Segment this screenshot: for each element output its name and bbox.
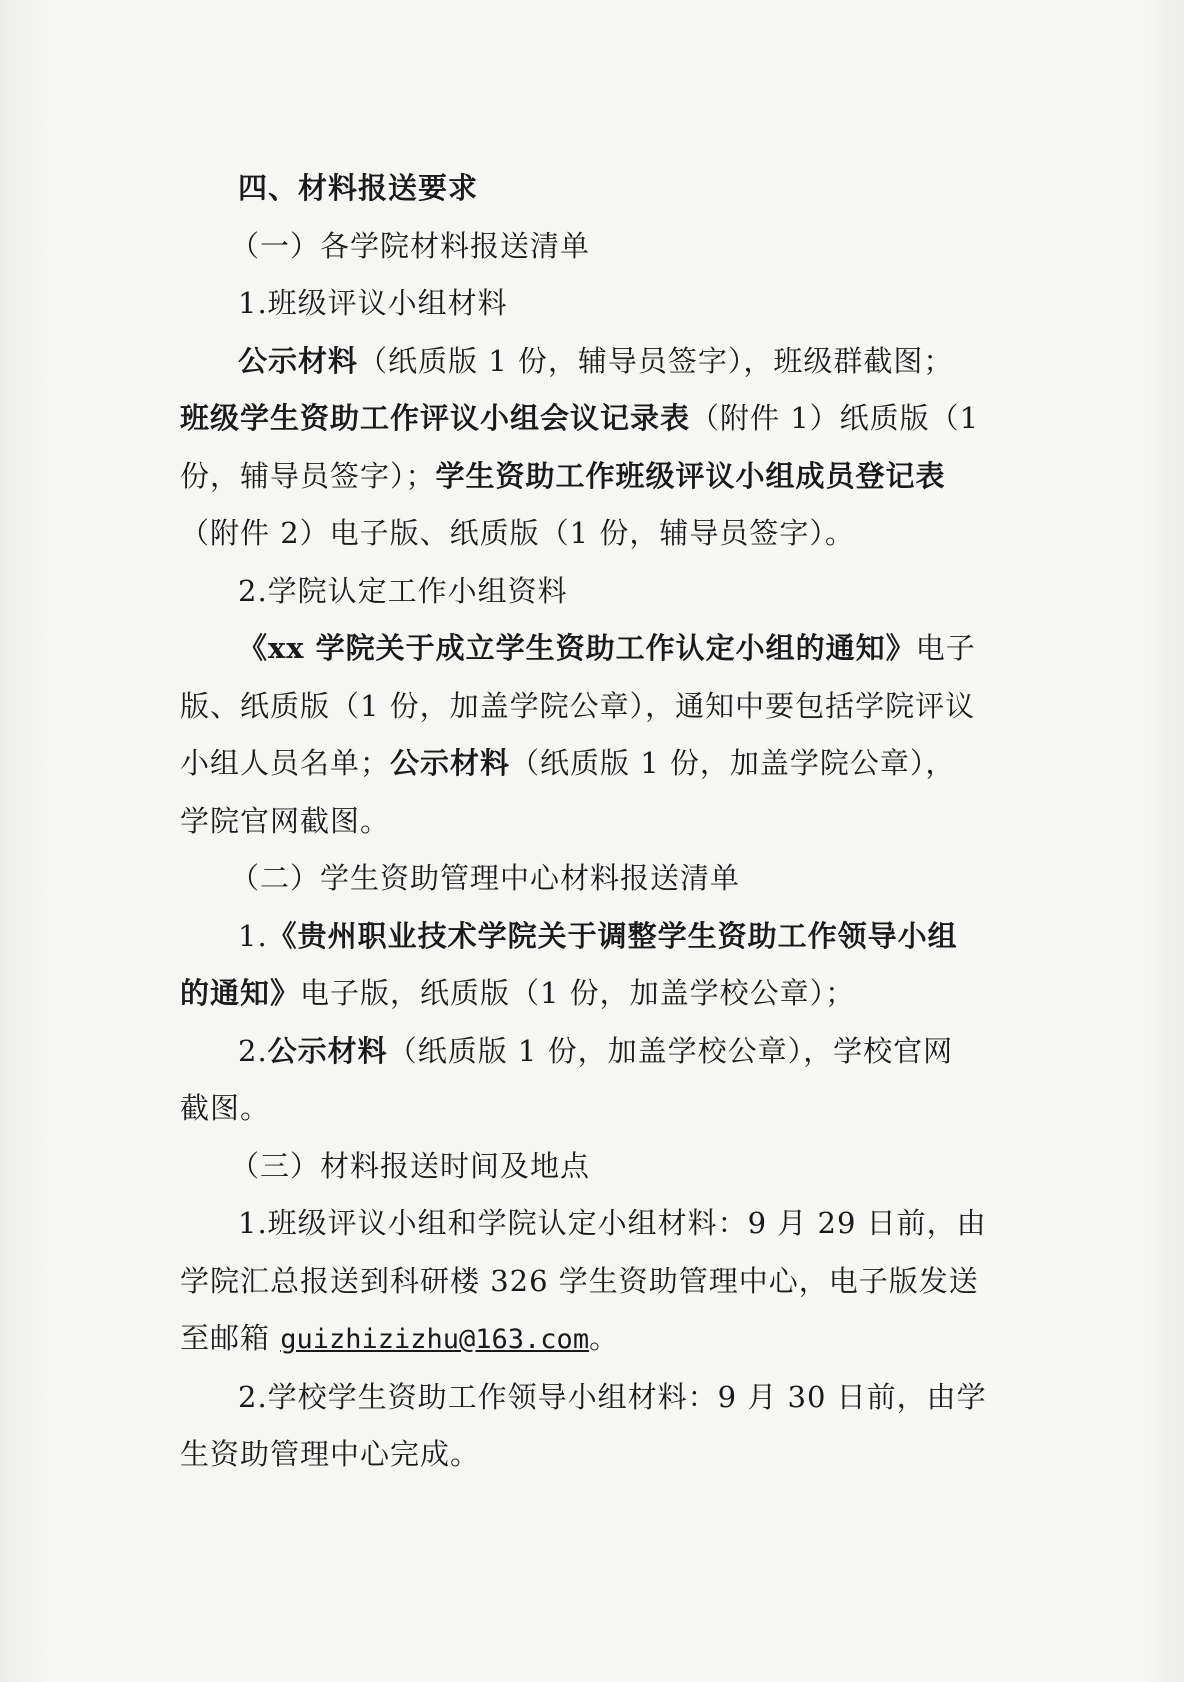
bold-term: 《xx 学院关于成立学生资助工作认定小组的通知》 — [238, 631, 916, 665]
paragraph-2-line-2: 版、纸质版（1 份，加盖学院公章），通知中要包括学院评议 — [180, 688, 976, 723]
paragraph-2-line-4: 学院官网截图。 — [180, 803, 391, 838]
sub2-item-2-line-2: 截图。 — [180, 1091, 271, 1125]
item-2-title: 2.学院认定工作小组资料 — [238, 573, 568, 608]
sub3-item-2-line-2: 生资助管理中心完成。 — [180, 1437, 481, 1471]
subsection-2-title: （二）学生资助管理中心材料报送清单 — [230, 861, 741, 895]
text-run: 电子 — [915, 631, 976, 665]
sub3-item-1-line-1: 1.班级评议小组和学院认定小组材料：9 月 29 日前，由 — [238, 1206, 987, 1240]
paragraph-1-line-4: （附件 2）电子版、纸质版（1 份，辅导员签字）。 — [180, 516, 855, 550]
text-run: 至邮箱 — [180, 1321, 281, 1355]
sub2-item-1-line-2 — [180, 965, 1010, 1023]
text-run: 2. — [238, 1033, 268, 1068]
text-run: （附件 1）纸质版（1 — [690, 401, 980, 435]
text-run: 小组人员名单； — [180, 746, 391, 780]
paragraph-1-line-3 — [180, 448, 1010, 506]
text-run: 电子版，纸质版（1 份，加盖学校公章）； — [300, 976, 856, 1010]
sub3-item-1-line-2: 学院汇总报送到科研楼 326 学生资助管理中心，电子版发送 — [180, 1263, 979, 1298]
email-link[interactable]: guizhizizhu@163.com — [280, 1324, 590, 1355]
bold-term: 学生资助工作班级评议小组成员登记表 — [435, 458, 946, 493]
paragraph-2-line-1 — [238, 620, 1010, 678]
bold-term: 《贵州职业技术学院关于调整学生资助工作领导小组 — [267, 918, 958, 953]
sub3-item-2-line-1: 2.学校学生资助工作领导小组材料：9 月 30 日前，由学 — [238, 1379, 987, 1414]
text-run: 。 — [589, 1321, 620, 1355]
item-1-title: 1.班级评议小组材料 — [238, 286, 508, 320]
section-heading: 四、材料报送要求 — [238, 171, 479, 205]
subsection-3-title: （三）材料报送时间及地点 — [230, 1148, 591, 1183]
bold-term: 班级学生资助工作评议小组会议记录表 — [180, 401, 691, 435]
bold-term: 的通知》 — [180, 976, 301, 1010]
sub3-item-1-line-3 — [180, 1310, 1010, 1369]
bold-term: 公示材料 — [238, 343, 359, 378]
bold-term: 公示材料 — [267, 1033, 388, 1068]
text-run: 1. — [238, 918, 268, 953]
text-run: （纸质版 1 份，辅导员签字），班级群截图； — [358, 343, 954, 378]
sub2-item-2-line-1 — [238, 1023, 1010, 1081]
paragraph-2-line-3 — [180, 735, 1010, 793]
text-run: （纸质版 1 份，加盖学院公章）， — [510, 746, 956, 780]
bold-term: 公示材料 — [390, 746, 511, 780]
sub2-item-1-line-1 — [238, 908, 1010, 966]
paragraph-1-line-1 — [238, 333, 1010, 391]
subsection-1-title: （一）各学院材料报送清单 — [230, 228, 591, 263]
document-body — [180, 160, 1010, 1484]
text-run: （纸质版 1 份，加盖学校公章），学校官网 — [387, 1033, 954, 1068]
text-run: 份，辅导员签字）； — [180, 458, 436, 493]
paragraph-1-line-2 — [180, 390, 1010, 448]
